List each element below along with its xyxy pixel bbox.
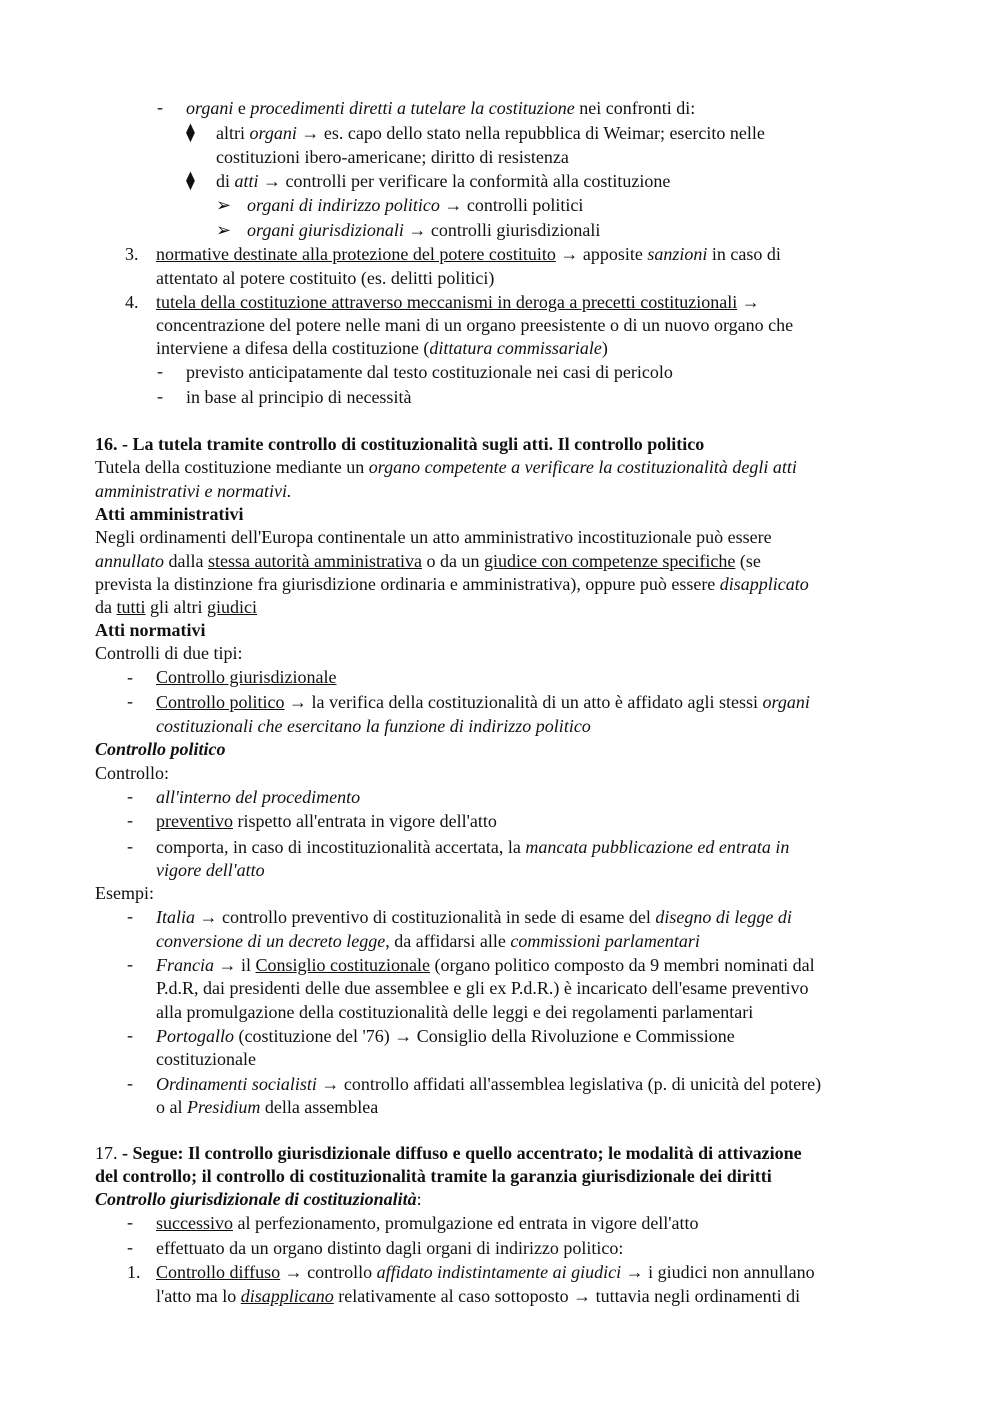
list-number: 4. [125, 292, 139, 312]
text-span: affidato indistintamente ai giudici [376, 1262, 622, 1282]
text-line [247, 219, 600, 242]
text-span: normative destinate alla protezione del potere costituito [156, 244, 556, 264]
text-span: : [416, 1189, 422, 1209]
dash-bullet: - [127, 691, 133, 711]
text-span: , da affidarsi alle [385, 931, 511, 951]
text-span: atti [234, 171, 259, 191]
text-line [95, 550, 761, 573]
text-line: Controlli di due tipi: [95, 643, 243, 663]
text-span: disapplicano [240, 1286, 334, 1306]
text-span: successivo [156, 1213, 233, 1233]
subheading: Controllo politico [95, 739, 226, 759]
text-line: costituzionali che esercitano la funzione di indirizzo politico [156, 716, 591, 736]
text-span: Tutela della costituzione mediante un [95, 457, 369, 477]
text-line [156, 243, 781, 266]
text-span: comporta, in caso di incostituzionalità accertata, la [156, 837, 526, 857]
text-span: organi di indirizzo politico [247, 195, 440, 215]
text-span: dalla [164, 551, 208, 571]
text-line [156, 691, 810, 714]
dash-bullet: - [127, 1073, 133, 1093]
text-line [156, 1025, 735, 1048]
text-line: attentato al potere costituito (es. delitti politici) [156, 268, 495, 288]
text-line [216, 122, 765, 145]
text-span: organi [762, 692, 810, 712]
subheading: Atti normativi [95, 620, 206, 640]
section-heading: 16. - La tutela tramite controllo di costituzionalità sugli atti. Il controllo politico [95, 434, 705, 454]
dash-bullet: - [157, 97, 163, 117]
text-span: altri [216, 123, 250, 143]
dash-bullet: - [127, 667, 133, 687]
text-span: → controllo [280, 1262, 377, 1282]
text-line [95, 1188, 422, 1211]
dash-bullet: - [127, 906, 133, 926]
text-span: relativamente al caso sottoposto → tuttavia negli ordinamenti di [333, 1286, 801, 1306]
text-span: Controllo giurisdizionale di costituzionalità [95, 1189, 417, 1209]
text-line [95, 456, 797, 479]
subheading: Atti amministrativi [95, 504, 244, 524]
text-span: → controllo affidati all'assemblea legislativa (p. di unicità del potere) [316, 1074, 822, 1094]
dash-bullet: - [127, 786, 133, 806]
text-span: Controllo politico [156, 692, 285, 712]
text-span: prevista la distinzione fra giurisdizione ordinaria e amministrativa), oppure può essere [95, 574, 720, 594]
text-span: al perfezionamento, promulgazione ed entrata in vigore dell'atto [232, 1213, 699, 1233]
text-span: → i giudici non annullano [621, 1262, 815, 1282]
text-span: conversione di un decreto legge [156, 931, 386, 951]
text-span: Ordinamenti socialisti [156, 1074, 317, 1094]
text-span: ) [601, 338, 608, 358]
text-line: in base al principio di necessità [186, 387, 412, 407]
section-heading: del controllo; il controllo di costituzionalità tramite la garanzia giurisdizionale dei diritti [95, 1166, 772, 1186]
text-span: gli altri [145, 597, 208, 617]
text-span: Italia [156, 907, 195, 927]
dash-bullet: - [127, 1212, 133, 1232]
text-span: → controlli per verificare la conformità alla costituzione [258, 171, 671, 191]
text-span: organi giurisdizionali [247, 220, 404, 240]
text-span: → il [214, 955, 256, 975]
text-span: preventivo [156, 811, 233, 831]
dash-bullet: - [127, 954, 133, 974]
text-span: (organo politico composto da 9 membri nominati dal [430, 955, 815, 975]
text-span: sanzioni [647, 244, 708, 264]
dash-bullet: - [127, 836, 133, 856]
text-span: → apposite [555, 244, 648, 264]
text-span: organi [249, 123, 297, 143]
text-span: della assemblea [260, 1097, 379, 1117]
text-line [156, 930, 700, 953]
text-line [156, 337, 608, 360]
text-line: effettuato da un organo distinto dagli organi di indirizzo politico: [156, 1238, 624, 1258]
text-span: (costituzione del '76) → Consiglio della Rivoluzione e Commissione [234, 1026, 735, 1046]
section-heading [95, 1142, 802, 1165]
text-line: Controllo: [95, 763, 170, 783]
text-line [156, 1073, 821, 1096]
text-line [156, 1212, 699, 1235]
text-line [156, 810, 497, 833]
dash-bullet: - [127, 1237, 133, 1257]
list-number: 1. [127, 1262, 141, 1282]
text-line: costituzionale [156, 1049, 256, 1069]
text-line [216, 170, 670, 193]
text-span: o da un [421, 551, 484, 571]
arrow-bullet: ➢ [216, 195, 232, 215]
dash-bullet: - [157, 386, 163, 406]
text-span: Presidium [187, 1097, 261, 1117]
text-span: Controllo diffuso [156, 1262, 281, 1282]
text-line [156, 291, 760, 314]
text-line: Esempi: [95, 883, 154, 903]
diamond-bullet: ⧫ [186, 170, 195, 190]
text-line [156, 954, 815, 977]
text-span: 17. [95, 1143, 122, 1163]
dash-bullet: - [127, 1025, 133, 1045]
list-number: 3. [125, 244, 139, 264]
text-span: → controllo preventivo di costituzionalità in sede di esame del [195, 907, 656, 927]
text-line: all'interno del procedimento [156, 787, 361, 807]
text-line: Negli ordinamenti dell'Europa continentale un atto amministrativo incostituzionale può essere [95, 527, 772, 547]
text-span: l'atto ma lo [156, 1286, 241, 1306]
dash-bullet: - [157, 361, 163, 381]
text-span: nei confronti di: [574, 98, 696, 118]
text-span: disapplicato [719, 574, 809, 594]
text-span: di [216, 171, 235, 191]
text-span: (se [735, 551, 761, 571]
text-line: alla promulgazione della costituzionalità delle leggi e dei regolamenti parlamentari [156, 1002, 754, 1022]
arrow-bullet: ➢ [216, 220, 232, 240]
text-span: dittatura commissariale [429, 338, 602, 358]
text-line [156, 1285, 800, 1308]
diamond-bullet: ⧫ [186, 122, 195, 142]
text-span: disegno di legge di [655, 907, 792, 927]
text-span: → controlli politici [439, 195, 584, 215]
text-span: Consiglio costituzionale [255, 955, 430, 975]
dash-bullet: - [127, 810, 133, 830]
text-span: Francia [156, 955, 214, 975]
text-span: → es. capo dello stato nella repubblica di Weimar; esercito nelle [296, 123, 765, 143]
text-line [156, 906, 792, 929]
text-span: tutti [116, 597, 146, 617]
text-span: da [95, 597, 117, 617]
text-line: costituzioni ibero-americane; diritto di resistenza [216, 147, 569, 167]
text-line: amministrativi e normativi. [95, 481, 292, 501]
text-line: Controllo giurisdizionale [156, 667, 337, 687]
text-span: giudici [207, 597, 258, 617]
text-span: annullato [95, 551, 165, 571]
text-line: previsto anticipatamente dal testo costituzionale nei casi di pericolo [186, 362, 673, 382]
text-line [95, 596, 257, 619]
text-line [95, 573, 809, 596]
text-line [156, 836, 789, 859]
text-line [156, 1096, 378, 1119]
text-span: → controlli giurisdizionali [403, 220, 601, 240]
text-line: P.d.R, dai presidenti delle due assemblee e gli ex P.d.R.) è incaricato dell'esame preventivo [156, 978, 809, 998]
text-span: commissioni parlamentari [510, 931, 700, 951]
text-span: stessa autorità amministrativa [208, 551, 422, 571]
text-span: o al [156, 1097, 187, 1117]
text-span: Portogallo [156, 1026, 235, 1046]
text-span: procedimenti diretti a tutelare la costituzione [250, 98, 575, 118]
text-span: - Segue: Il controllo giurisdizionale diffuso e quello accentrato; le modalità di attivazione [122, 1143, 802, 1163]
text-span: → [737, 292, 760, 312]
text-line [156, 1261, 815, 1284]
text-line: concentrazione del potere nelle mani di un organo preesistente o di un nuovo organo che [156, 315, 794, 335]
text-span: rispetto all'entrata in vigore dell'atto [232, 811, 497, 831]
text-span: organi [186, 98, 234, 118]
text-line: vigore dell'atto [156, 860, 265, 880]
text-line [186, 97, 695, 120]
text-span: in caso di [707, 244, 781, 264]
text-span: mancata pubblicazione ed entrata in [525, 837, 790, 857]
text-span: organo competente a verificare la costituzionalità degli atti [368, 457, 797, 477]
text-line [247, 194, 583, 217]
text-span: tutela della costituzione attraverso meccanismi in deroga a precetti costituzionali [156, 292, 738, 312]
text-span: interviene a difesa della costituzione ( [156, 338, 430, 358]
text-span: e [233, 98, 251, 118]
text-span: → la verifica della costituzionalità di un atto è affidato agli stessi [284, 692, 763, 712]
text-span: giudice con competenze specifiche [483, 551, 736, 571]
